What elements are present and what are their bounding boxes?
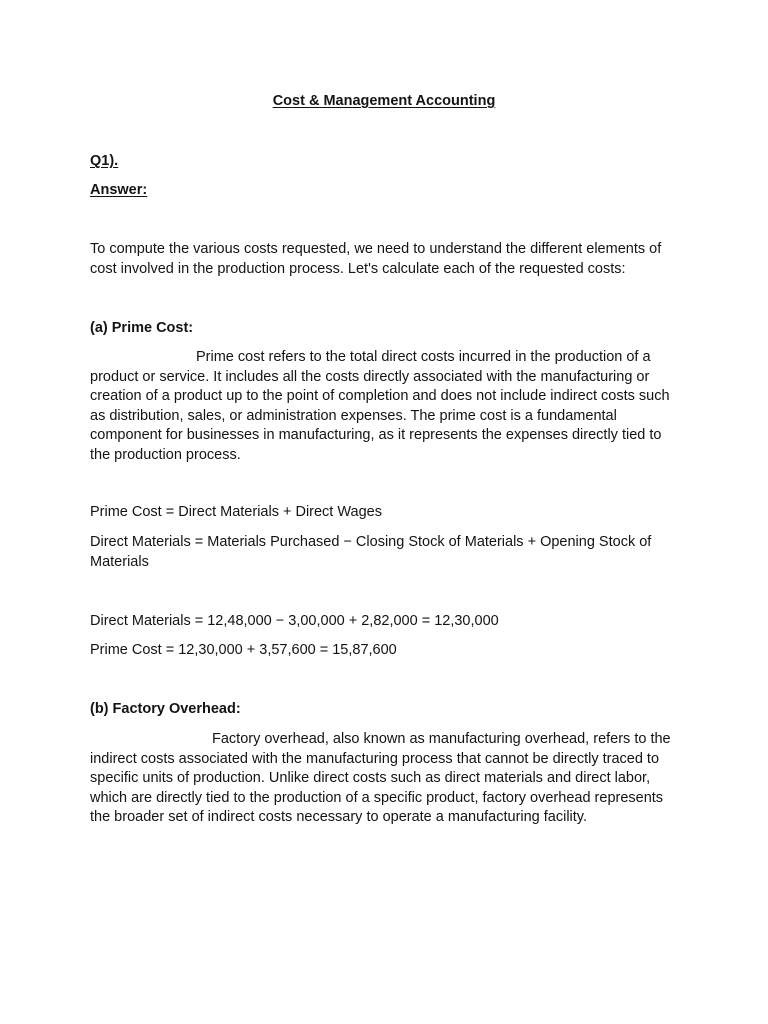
direct-materials-calculation: Direct Materials = 12,48,000 − 3,00,000 + 2,82,000 = 12,30,000 <box>90 613 499 629</box>
answer-label: Answer: <box>90 182 148 198</box>
document-title: Cost & Management Accounting <box>272 93 496 109</box>
intro-paragraph: To compute the various costs requested, we need to understand the different elements of cost involved in the production process. Let's calculate each of the requested costs: <box>90 241 662 277</box>
section-heading-prime-cost: (a) Prime Cost: <box>90 320 194 336</box>
factory-overhead-paragraph <box>90 730 680 828</box>
prime-cost-paragraph-text: Prime cost refers to the total direct costs incurred in the production of a product or service. It includes all the costs directly associated with the manufacturing or creation of a product up to the point of completion and does not include indirect costs such as distribution, sales, or administration expenses. The prime cost is a fundamental component for businesses in manufacturing, as it represents the expenses directly tied to the production process. <box>90 349 670 463</box>
factory-overhead-paragraph-text: Factory overhead, also known as manufacturing overhead, refers to the indirect costs associated with the manufacturing process that cannot be directly traced to specific units of production. Unlike direct costs such as direct materials and direct labor, which are directly tied to the production of a specific product, factory overhead represents the broader set of indirect costs necessary to operate a manufacturing facility. <box>90 731 671 825</box>
question-label: Q1). <box>90 153 119 169</box>
prime-cost-paragraph <box>90 348 680 465</box>
direct-materials-formula: Direct Materials = Materials Purchased − Closing Stock of Materials + Opening Stock of Materials <box>90 534 652 570</box>
prime-cost-calculation: Prime Cost = 12,30,000 + 3,57,600 = 15,87,600 <box>90 642 397 658</box>
section-heading-factory-overhead: (b) Factory Overhead: <box>90 701 241 717</box>
prime-cost-formula: Prime Cost = Direct Materials + Direct Wages <box>90 504 382 520</box>
